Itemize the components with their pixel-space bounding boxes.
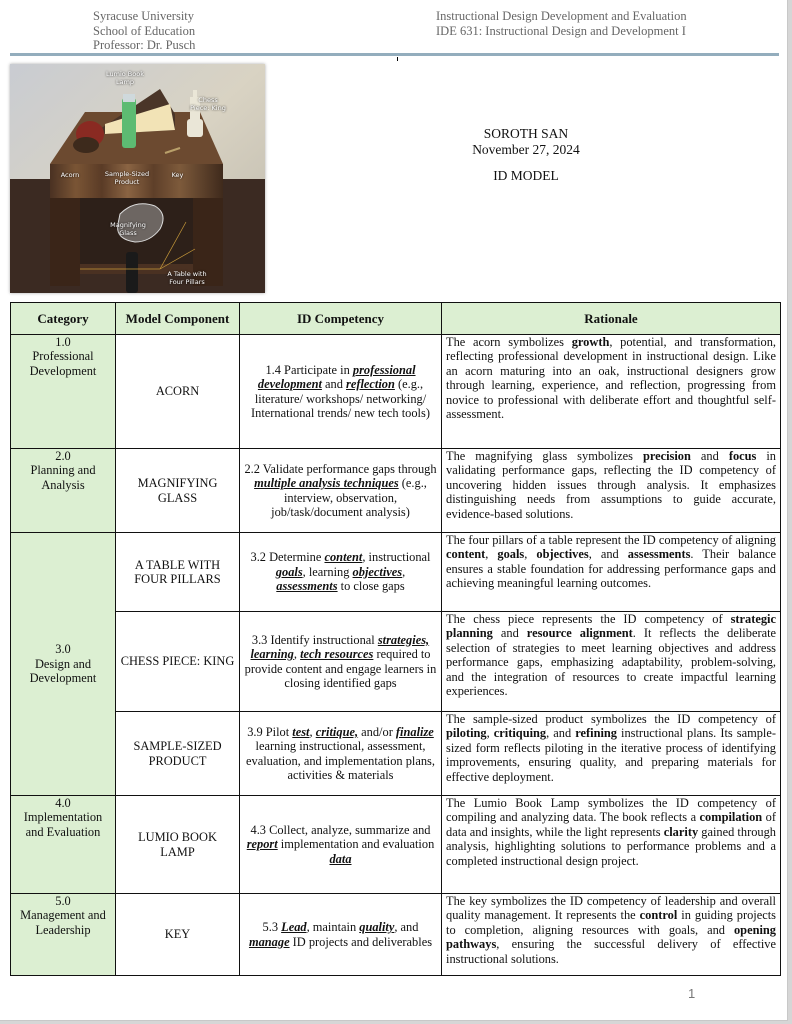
table-row <box>11 894 781 976</box>
photo-label-table: A Table with Four Pillars <box>167 270 207 286</box>
category-name: Planning and Analysis <box>30 463 96 492</box>
header-professor: Professor: Dr. Pusch <box>93 38 196 53</box>
sample-bottle <box>122 98 136 148</box>
header-category: Category <box>11 303 116 335</box>
table-row <box>11 335 781 449</box>
page-number: 1 <box>688 986 696 1001</box>
category-name: Professional Development <box>29 349 97 378</box>
photo-label-king: Chess Piece: King <box>190 96 226 112</box>
header-course-code: IDE 631: Instructional Design and Development I <box>436 23 686 38</box>
table-row <box>11 796 781 894</box>
rationale-cell: The acorn symbolizes growth, potential, and transformation, reflecting professional development in instructional design. Like an acorn maturing into an oak, instructional designers grow through learning, experience, and reflection, progressing from novice to professional with deliberate effort and thoughtful self-assessment. <box>442 335 781 449</box>
header-divider <box>10 53 779 56</box>
component-cell: CHESS PIECE: KING <box>116 612 240 712</box>
header-left <box>93 9 195 53</box>
component-cell: SAMPLE-SIZED PRODUCT <box>116 712 240 796</box>
title-block <box>420 126 632 184</box>
id-model-photo <box>10 64 265 293</box>
photo-label-magnifier: Magnifying Glass <box>110 221 146 237</box>
category-name: Design and Development <box>29 656 97 686</box>
component-cell: LUMIO BOOK LAMP <box>116 796 240 894</box>
author-name: SOROTH SAN <box>483 126 569 141</box>
competency-cell: 1.4 Participate in professional development and reflection (e.g., literature/ workshops/ networking/ International trends/ new tech tools) <box>240 335 442 449</box>
header-id-competency: ID Competency <box>240 303 442 335</box>
category-number: 2.0 <box>55 449 71 463</box>
competency-cell: 3.2 Determine content, instructional goals, learning objectives, assessments to close gaps <box>240 533 442 612</box>
table-header-row <box>11 303 781 335</box>
category-cell <box>11 449 116 533</box>
cursor-mark <box>397 57 398 61</box>
competency-cell: 2.2 Validate performance gaps through multiple analysis techniques (e.g., interview, observation, job/task/document analysis) <box>240 449 442 533</box>
header-university: Syracuse University <box>93 9 195 23</box>
table-row <box>11 449 781 533</box>
category-name: Management and Leadership <box>20 908 106 937</box>
document-date: November 27, 2024 <box>472 142 580 157</box>
table-row <box>11 612 781 712</box>
photo-label-product: Sample-Sized Product <box>104 170 150 186</box>
category-cell <box>11 335 116 449</box>
table-row <box>11 712 781 796</box>
document-title: ID MODEL <box>493 168 559 183</box>
king-piece <box>187 119 203 137</box>
header-course-title: Instructional Design Development and Evaluation <box>436 9 687 23</box>
category-cell <box>11 533 116 796</box>
header-school: School of Education <box>93 23 196 38</box>
table-row <box>11 533 781 612</box>
rationale-cell: The four pillars of a table represent the ID competency of aligning content, goals, objectives, and assessments. Their balance ensures a stable foundation for addressing performance gaps and achieving meaningful learning outcomes. <box>442 533 781 612</box>
competency-cell: 5.3 Lead, maintain quality, and manage ID projects and deliverables <box>240 894 442 976</box>
photo-label-lamp: Lumio Book Lamp <box>106 70 144 86</box>
category-cell <box>11 894 116 976</box>
component-cell: KEY <box>116 894 240 976</box>
competency-cell: 3.3 Identify instructional strategies, learning, tech resources required to provide content and engage learners in closing identified gaps <box>240 612 442 712</box>
category-name: Implementation and Evaluation <box>23 810 103 839</box>
category-number: 1.0 <box>55 335 71 349</box>
rationale-cell: The magnifying glass symbolizes precision and focus in validating performance gaps, reflecting the ID competency of uncovering hidden issues through analysis. It emphasizes distinguishing needs from assumptions to guide accurate, evidence-based solutions. <box>442 449 781 533</box>
rationale-cell: The chess piece represents the ID competency of strategic planning and resource alignment. It reflects the deliberate selection of strategies to meet learning objectives and address performance gaps, emphasizing adaptability, problem-solving, and the integration of resources to create impactful learning experiences. <box>442 612 781 712</box>
competency-cell: 3.9 Pilot test, critique, and/or finalize learning instructional, assessment, evaluation, and implementation plans, activities & materials <box>240 712 442 796</box>
component-cell: A TABLE WITH FOUR PILLARS <box>116 533 240 612</box>
rationale-cell: The Lumio Book Lamp symbolizes the ID competency of compiling and analyzing data. The book reflects a compilation of data and insights, while the light represents clarity gained through analysis, highlighting solutions to performance problems and a completed instructional design project. <box>442 796 781 894</box>
component-cell: ACORN <box>116 335 240 449</box>
category-cell <box>11 796 116 894</box>
competency-cell: 4.3 Collect, analyze, summarize and report implementation and evaluation data <box>240 796 442 894</box>
category-number: 3.0 <box>55 642 71 657</box>
id-model-table <box>10 302 781 976</box>
photo-label-acorn: Acorn <box>60 171 80 179</box>
category-number: 5.0 <box>55 894 71 908</box>
category-number: 4.0 <box>55 796 71 810</box>
magnifier-handle <box>126 252 138 293</box>
rationale-cell: The sample-sized product symbolizes the ID competency of piloting, critiquing, and refining instructional plans. Its sample-sized form reflects piloting in the iterative process of identifying improvements, ensuring quality, and preparing materials for effective deployment. <box>442 712 781 796</box>
rationale-cell: The key symbolizes the ID competency of leadership and overall quality management. It represents the control in guiding projects to completion, aligning resources with goals, and opening pathways, ensuring the successful delivery of effective instructional solutions. <box>442 894 781 976</box>
photo-label-key: Key <box>171 171 184 179</box>
header-model-component: Model Component <box>116 303 240 335</box>
component-cell: MAGNIFYING GLASS <box>116 449 240 533</box>
header-right <box>436 9 687 38</box>
header-rationale: Rationale <box>442 303 781 335</box>
